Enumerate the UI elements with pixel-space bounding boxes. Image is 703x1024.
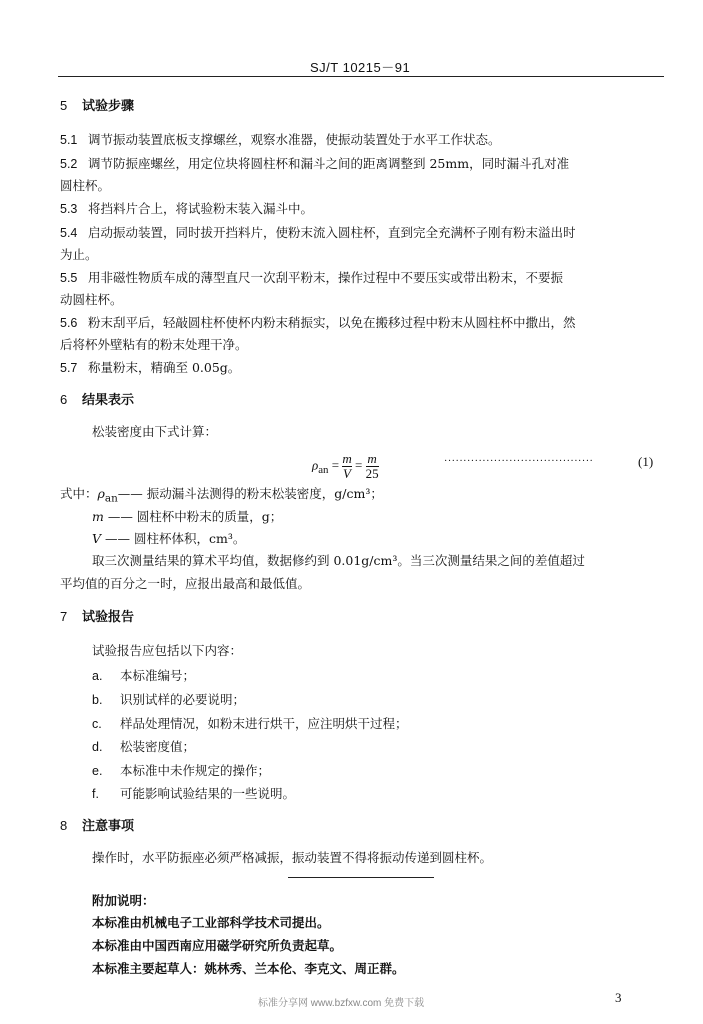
section-title: 试验报告 xyxy=(82,610,135,625)
result-paragraph-line-1: 取三次测量结果的算术平均值，数据修约到 0.01g/cm³。当三次测量结果之间的差值超过 xyxy=(92,553,585,568)
watermark-footer: 标准分享网 www.bzfxw.com 免费下载 xyxy=(258,998,425,1009)
where-density: 式中：$\rho_{an}——$ 振动漏斗法测得的粉末松装密度，g/cm³； xyxy=(60,486,383,505)
result-paragraph-line-2: 平均值的百分之一时，应报出最高和最低值。 xyxy=(60,576,311,591)
notes-title: 附加说明： xyxy=(92,893,155,908)
step-5-5-continued: 动圆柱杯。 xyxy=(60,292,123,307)
report-item-b: b. 识别试样的必要说明； xyxy=(92,692,246,707)
section-title: 注意事项 xyxy=(82,819,135,834)
section-7-heading xyxy=(60,606,134,625)
notes-line-3: 本标准主要起草人：姚林秀、兰本伦、李克文、周正群。 xyxy=(92,961,405,976)
section-title: 结果表示 xyxy=(82,393,135,408)
page-number: 3 xyxy=(615,990,622,1005)
formula-intro: 松装密度由下式计算： xyxy=(92,424,218,439)
step-5-3: 5.3 将挡料片合上，将试验粉末装入漏斗中。 xyxy=(60,201,314,216)
fraction-m-over-25: $\frac{m}{25}$ xyxy=(365,451,379,481)
section-number: 6 xyxy=(60,392,68,407)
step-5-2-continued: 圆柱杯。 xyxy=(60,178,111,193)
fraction-m-over-v: $\frac{m}{V}$ xyxy=(342,451,352,481)
section-5-heading xyxy=(60,95,134,114)
report-item-e: e. 本标准中未作规定的操作； xyxy=(92,763,271,778)
step-5-7: 5.7 称量粉末，精确至 0.05g。 xyxy=(60,360,241,375)
step-5-1: 5.1 调节振动装置底板支撑螺丝，观察水准器，使振动装置处于水平工作状态。 xyxy=(60,132,501,147)
equation-number: (1) xyxy=(638,454,654,469)
section-title: 试验步骤 xyxy=(82,99,135,114)
step-5-4-continued: 为止。 xyxy=(60,247,98,262)
section-8-heading xyxy=(60,815,134,834)
step-5-6: 5.6 粉末刮平后，轻敲圆柱杯使杯内粉末稍振实，以免在搬移过程中粉末从圆柱杯中撒出，然 xyxy=(60,315,576,330)
where-mass: m —— 圆柱杯中粉末的质量，g； xyxy=(92,509,283,524)
where-volume: V —— 圆柱杯体积，cm³。 xyxy=(92,531,246,546)
report-item-d: d. 松装密度值； xyxy=(92,739,196,754)
step-5-2: 5.2 调节防振座螺丝，用定位块将圆柱杯和漏斗之间的距离调整到 25mm，同时漏斗孔对准 xyxy=(60,156,570,171)
step-5-5: 5.5 用非磁性物质车成的薄型直尺一次刮平粉末，操作过程中不要压实或带出粉末，不要振 xyxy=(60,270,564,285)
section-number: 5 xyxy=(60,98,68,113)
density-formula: $\rho_{an}$ = $\frac{m}{V}$ = $\frac{m}{25}$ xyxy=(312,451,379,481)
report-item-a: a. 本标准编号； xyxy=(92,668,196,683)
formula-leader-dots: ······································· xyxy=(444,456,594,467)
section-number: 8 xyxy=(60,818,68,833)
notes-line-1: 本标准由机械电子工业部科学技术司提出。 xyxy=(92,915,330,930)
header-rule xyxy=(58,76,664,77)
section-6-heading xyxy=(60,389,134,408)
precaution-text: 操作时，水平防振座必须严格减振，振动装置不得将振动传递到圆柱杯。 xyxy=(92,850,493,865)
step-5-6-continued: 后将杯外壁粘有的粉末处理干净。 xyxy=(60,337,248,352)
notes-separator xyxy=(288,877,434,878)
standard-code: SJ/T 10215－91 xyxy=(310,60,411,75)
report-intro: 试验报告应包括以下内容： xyxy=(92,643,243,658)
step-5-4: 5.4 启动振动装置，同时拔开挡料片，使粉末流入圆柱杯，直到完全充满杯子刚有粉末溢出时 xyxy=(60,225,576,240)
report-item-c: c. 样品处理情况，如粉末进行烘干，应注明烘干过程； xyxy=(92,716,408,731)
notes-line-2: 本标准由中国西南应用磁学研究所负责起草。 xyxy=(92,938,343,953)
report-item-f: f. 可能影响试验结果的一些说明。 xyxy=(92,786,296,801)
section-number: 7 xyxy=(60,609,68,624)
